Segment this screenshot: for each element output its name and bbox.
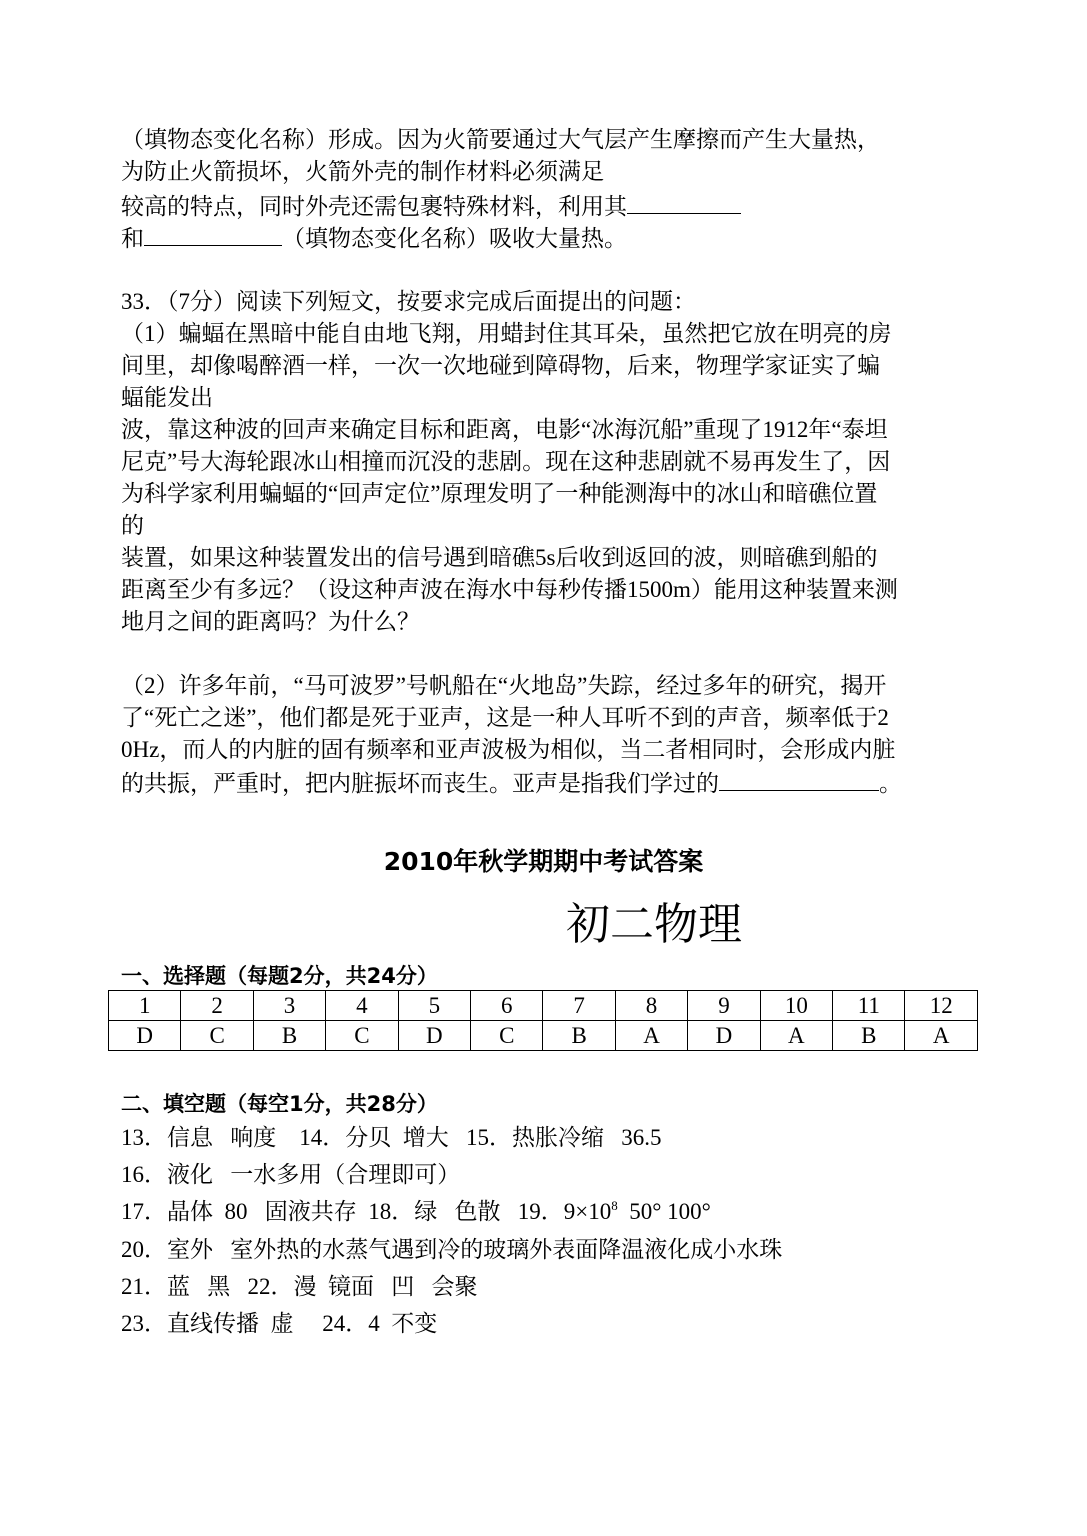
- q32-line-4-prefix: 和: [121, 226, 144, 251]
- table-row-answers: [109, 1021, 978, 1051]
- q32-line-1: （填物态变化名称）形成。因为火箭要通过大气层产生摩擦而产生大量热，: [121, 127, 880, 152]
- answer-cell: C: [471, 1021, 543, 1051]
- answer-blank[interactable]: [144, 221, 282, 246]
- fill-answer-line-17: [121, 1196, 711, 1228]
- section2-heading: 二、填空题（每空1分，共28分）: [121, 1092, 438, 1116]
- question-number: 8: [615, 991, 687, 1021]
- answer-blank[interactable]: [719, 766, 879, 791]
- question-number: 12: [905, 991, 978, 1021]
- q33-p1-line: 间里，却像喝醉酒一样，一次一次地碰到障碍物，后来，物理学家证实了蝙: [121, 353, 880, 378]
- q33-p1-line: 蝠能发出: [121, 385, 213, 410]
- q33-p1-line: 地月之间的距离吗？为什么？: [121, 609, 420, 634]
- q32-line-4: [121, 221, 627, 255]
- answer-cell: D: [109, 1021, 181, 1051]
- line17-exponent: 8: [611, 1198, 618, 1213]
- answer-cell: A: [615, 1021, 687, 1051]
- answer-blank[interactable]: [627, 189, 741, 214]
- fill-answer-line: 16．液化 一水多用（合理即可）: [121, 1162, 461, 1187]
- q33-p1-line: 波，靠这种波的回声来确定目标和距离，电影“冰海沉船”重现了1912年“泰坦: [121, 417, 888, 442]
- question-number: 5: [398, 991, 470, 1021]
- question-number: 9: [688, 991, 760, 1021]
- question-number: 11: [833, 991, 905, 1021]
- fill-answer-line: 20．室外 室外热的水蒸气遇到冷的玻璃外表面降温液化成小水珠: [121, 1237, 783, 1262]
- q33-p1-line: 距离至少有多远？（设这种声波在海水中每秒传播1500m）能用这种装置来测: [121, 577, 898, 602]
- answer-cell: B: [253, 1021, 325, 1051]
- q33-p1-line: （1）蝙蝠在黑暗中能自由地飞翔，用蜡封住其耳朵，虽然把它放在明亮的房: [121, 321, 892, 346]
- answer-cell: C: [181, 1021, 253, 1051]
- q33-p2-line: 了“死亡之迷”，他们都是死于亚声，这是一种人耳听不到的声音，频率低于2: [121, 705, 889, 730]
- q32-line-3: [121, 189, 741, 223]
- table-row-numbers: [109, 991, 978, 1021]
- answer-cell: A: [760, 1021, 832, 1051]
- answer-cell: D: [398, 1021, 470, 1051]
- q32-line-2: 为防止火箭损坏，火箭外壳的制作材料必须满足: [121, 159, 604, 184]
- answer-cell: B: [543, 1021, 615, 1051]
- q33-p2-last-prefix: 的共振，严重时，把内脏振坏而丧生。亚声是指我们学过的: [121, 771, 719, 796]
- line17-suffix: 50° 100°: [617, 1199, 711, 1224]
- fill-answer-line: 23．直线传播 虚 24．4 不变: [121, 1311, 438, 1336]
- choice-answer-table: [108, 990, 978, 1051]
- question-number: 2: [181, 991, 253, 1021]
- q33-p2-last-line: [121, 766, 902, 800]
- fill-answer-line: 13．信息 响度 14．分贝 增大 15．热胀冷缩 36.5: [121, 1125, 662, 1150]
- question-number: 6: [471, 991, 543, 1021]
- answer-cell: B: [833, 1021, 905, 1051]
- subject-title: 初二物理: [566, 899, 742, 950]
- q33-p1-line: 的: [121, 513, 144, 538]
- q33-p2-last-suffix: 。: [879, 771, 902, 796]
- q33-p2-line: 0Hz，而人的内脏的固有频率和亚声波极为相似，当二者相同时，会形成内脏: [121, 737, 896, 762]
- fill-answer-line: 21．蓝 黑 22．漫 镜面 凹 会聚: [121, 1274, 478, 1299]
- q33-p1-line: 尼克”号大海轮跟冰山相撞而沉没的悲剧。现在这种悲剧就不易再发生了，因: [121, 449, 891, 474]
- question-number: 1: [109, 991, 181, 1021]
- q33-intro: 33．（7分）阅读下列短文，按要求完成后面提出的问题：: [121, 289, 696, 314]
- q33-p2-line: （2）许多年前，“马可波罗”号帆船在“火地岛”失踪，经过多年的研究，揭开: [121, 673, 887, 698]
- line17-prefix: 17．晶体 80 固液共存 18．绿 色散 19．9×10: [121, 1199, 612, 1224]
- section1-heading: 一、选择题（每题2分，共24分）: [121, 964, 438, 988]
- q32-line-4-suffix: （填物态变化名称）吸收大量热。: [282, 226, 627, 251]
- question-number: 3: [253, 991, 325, 1021]
- q33-p1-line: 装置，如果这种装置发出的信号遇到暗礁5s后收到返回的波，则暗礁到船的: [121, 545, 878, 570]
- answer-title: 2010年秋学期期中考试答案: [383, 847, 704, 876]
- question-number: 10: [760, 991, 832, 1021]
- answer-cell: A: [905, 1021, 978, 1051]
- answer-cell: D: [688, 1021, 760, 1051]
- q32-line-3-text: 较高的特点，同时外壳还需包裹特殊材料，利用其: [121, 194, 627, 219]
- q33-p1-line: 为科学家利用蝙蝠的“回声定位”原理发明了一种能测海中的冰山和暗礁位置: [121, 481, 878, 506]
- question-number: 4: [326, 991, 398, 1021]
- question-number: 7: [543, 991, 615, 1021]
- answer-cell: C: [326, 1021, 398, 1051]
